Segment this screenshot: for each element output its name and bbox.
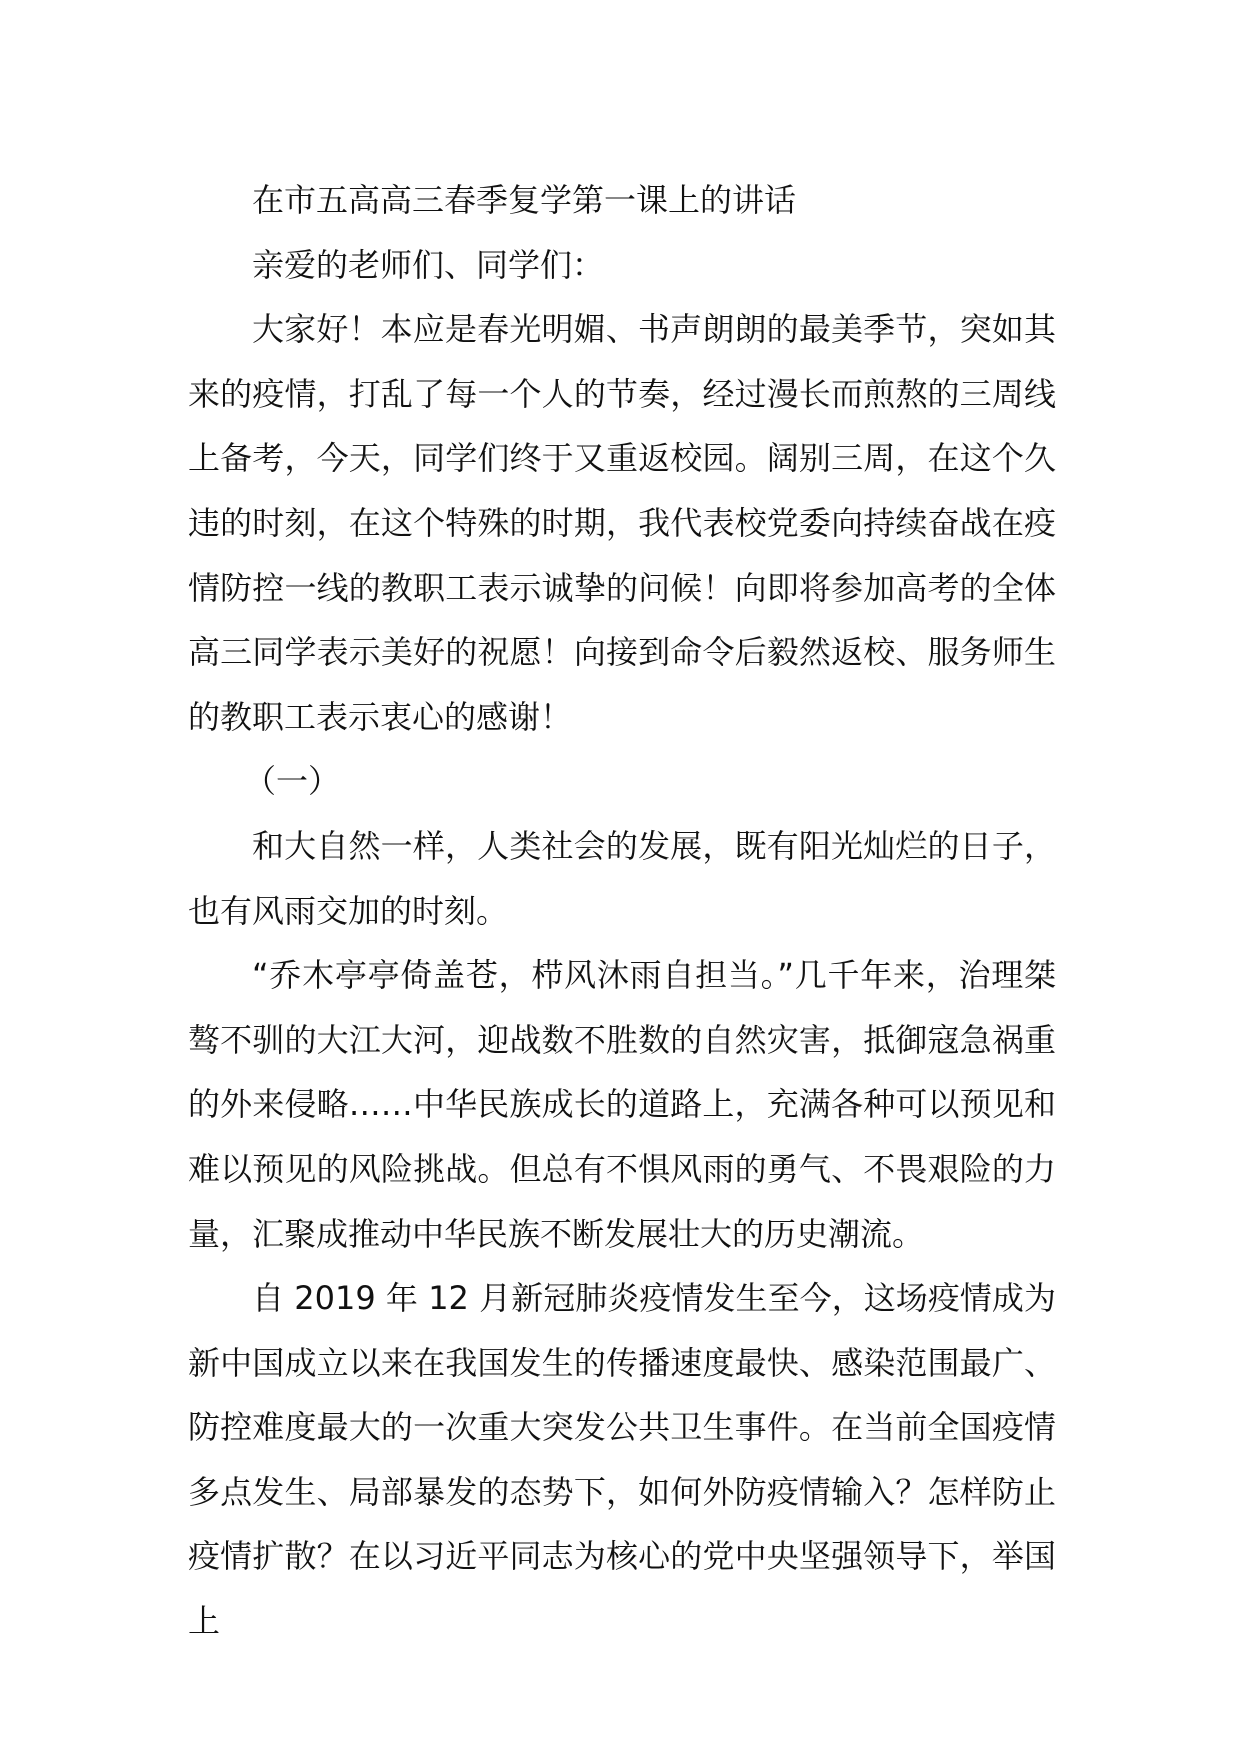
paragraph-epidemic: 自 2019 年 12 月新冠肺炎疫情发生至今，这场疫情成为新中国成立以来在我国发生的传播速度最快、感染范围最广、防控难度最大的一次重大突发公共卫生事件。在当前全国疫情多点发生、局部暴发的态势下，如何外防疫情输入？怎样防止疫情扩散？在以习近平同志为核心的党中央坚强领导下，举国上 (188, 1279, 1056, 1641)
paragraph-greeting: 大家好！本应是春光明媚、书声朗朗的最美季节，突如其来的疫情，打乱了每一个人的节奏，经过漫长而煎熬的三周线上备考，今天，同学们终于又重返校园。阔别三周，在这个久违的时刻，在这个特殊的时期，我代表校党委向持续奋战在疫情防控一线的教职工表示诚挚的问候！向即将参加高考的全体高三同学表示美好的祝愿！向接到命令后毅然返校、服务师生的教职工表示衷心的感谢！ (188, 310, 1056, 736)
paragraph-nature: 和大自然一样，人类社会的发展，既有阳光灿烂的日子，也有风雨交加的时刻。 (188, 826, 1056, 930)
paragraph-history: “乔木亭亭倚盖苍，栉风沐雨自担当。”几千年来，治理桀骜不驯的大江大河，迎战数不胜数的自然灾害，抵御寇急祸重的外来侵略……中华民族成长的道路上，充满各种可以预见和难以预见的风险挑战。但总有不惧风雨的勇气、不畏艰险的力量，汇聚成推动中华民族不断发展壮大的历史潮流。 (188, 956, 1056, 1253)
document-title: 在市五高高三春季复学第一课上的讲话 (252, 181, 797, 219)
salutation: 亲爱的老师们、同学们： (252, 245, 605, 284)
document-body (188, 168, 1056, 1654)
section-heading: （一） (244, 762, 341, 801)
